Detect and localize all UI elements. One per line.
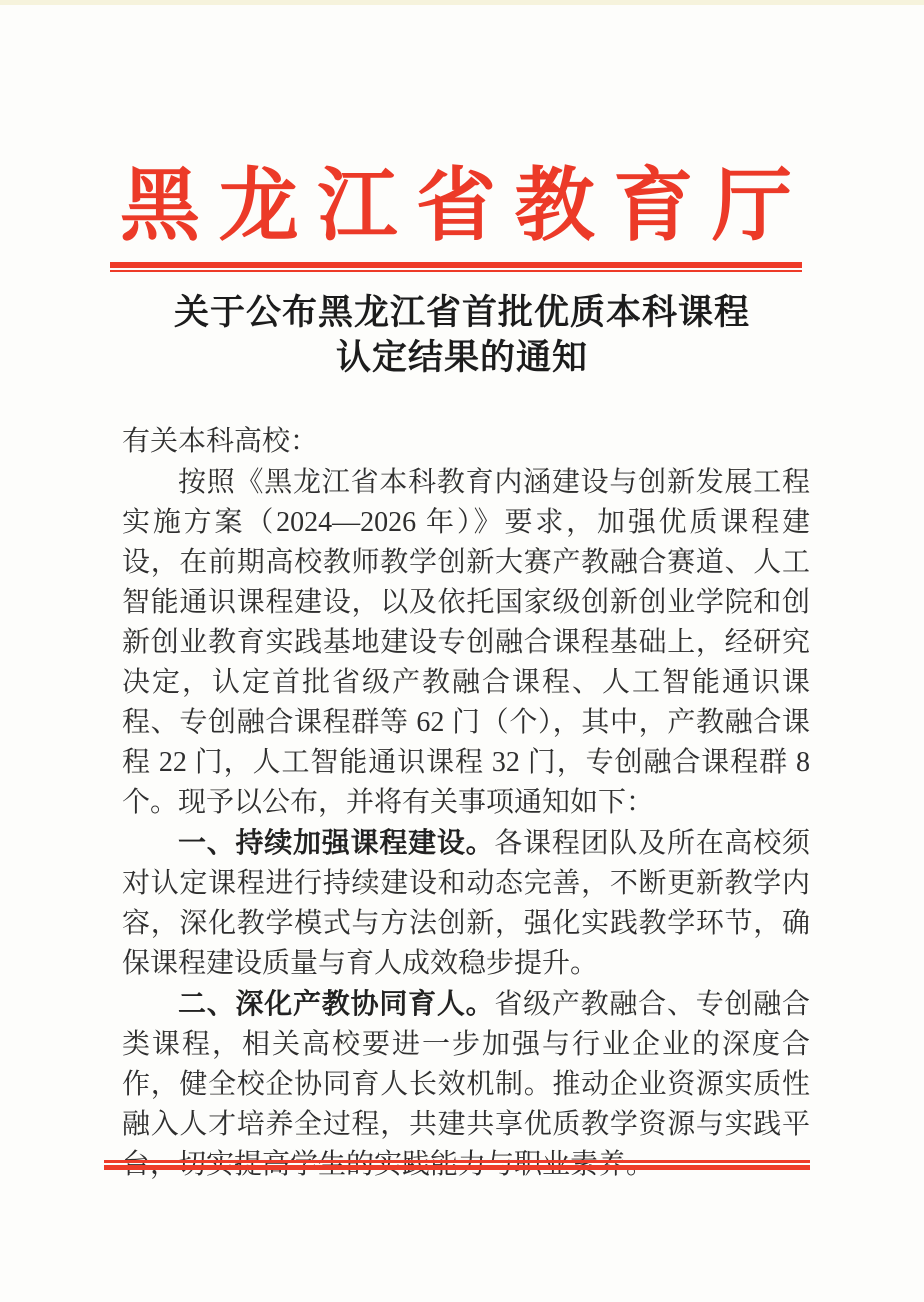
salutation: 有关本科高校： [122,426,319,457]
footer-divider-line [104,1160,810,1170]
masthead-char: 育 [613,163,694,251]
paragraph-item-2 [122,984,810,1185]
masthead-char: 教 [514,163,595,251]
masthead-char: 江 [317,163,398,251]
paragraph-text: 各课程团队及所在高校须对认定课程进行持续建设和动态完善，不断更新教学内容，深化教学模式与方法创新，强化实践教学环节，确保课程建设质量与育人成效稳步提升。 [122,828,810,979]
document-title-line-1: 关于公布黑龙江省首批优质本科课程 [173,293,750,332]
masthead-char: 黑 [120,163,200,251]
paragraph-intro [122,462,810,823]
document-body [122,422,810,1185]
paragraph-text: 省级产教融合、专创融合类课程，相关高校要进一步加强与行业企业的深度合作，健全校企协同育人长效机制。推动企业资源实质性融入人才培养全过程，共建共享优质教学资源与实践平台，切实提高学生的实践能力与职业素养。 [122,989,810,1180]
masthead-divider-line [110,262,802,272]
masthead-char: 厅 [711,163,792,251]
masthead-char: 省 [415,163,496,251]
paragraph-text: 按照《黑龙江省本科教育内涵建设与创新发展工程实施方案（2024—2026 年）》要求，加强优质课程建设，在前期高校教师教学创新大赛产教融合赛道、人工智能通识课程建设，以及依托国家级创新创业学院和创新创业教育实践基地建设专创融合课程基础上，经研究决定，认定首批省级产教融合课程、人工智能通识课程、专创融合课程群等 62 门（个），其中，产教融合课程 22 门，人工智能通识课程 32 门，专创融合课程群 8 个。现予以公布，并将有关事项通知如下： [122,467,810,818]
document-title [0,290,924,380]
paragraph-lead: 一、持续加强课程建设。 [178,827,495,858]
scan-paper-edge [0,0,924,5]
document-title-line-2: 认定结果的通知 [335,338,588,377]
paragraph-item-1 [122,823,810,984]
masthead-char: 龙 [218,163,299,251]
agency-masthead [120,162,792,252]
paragraph-lead: 二、深化产教协同育人。 [178,988,495,1019]
